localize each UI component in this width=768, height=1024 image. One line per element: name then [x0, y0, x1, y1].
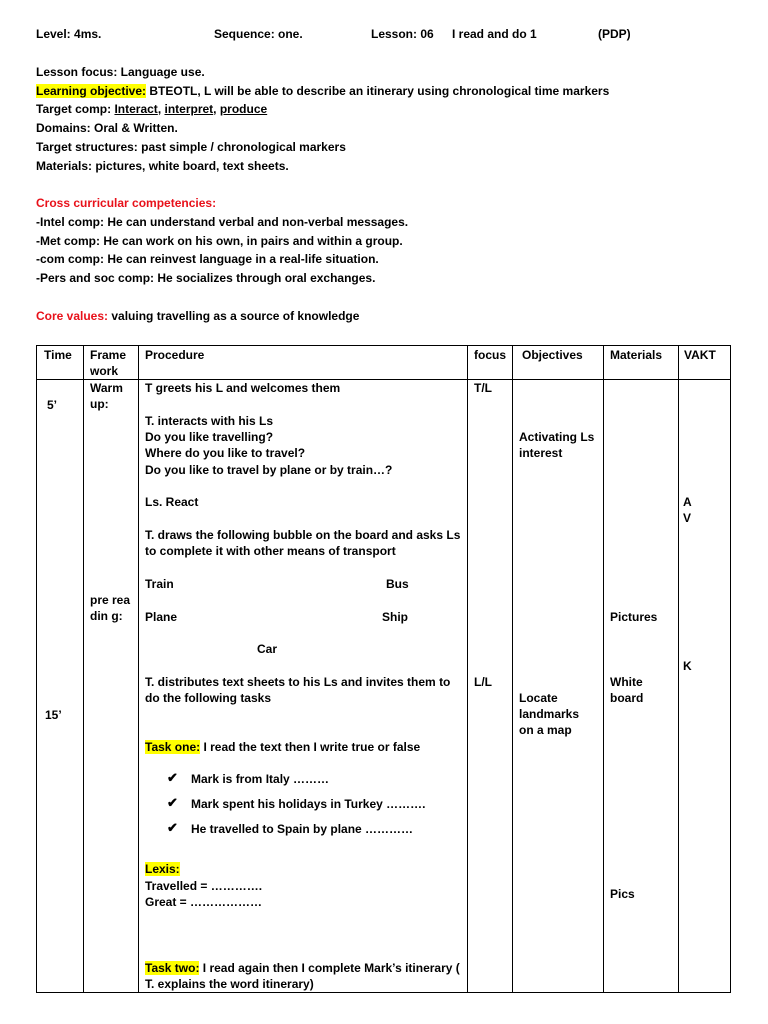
material-cell: White board: [610, 675, 644, 705]
target-structures-text: Target structures: past simple / chronological markers: [36, 140, 346, 154]
table-divider: [83, 346, 84, 992]
target-comp-produce: produce: [219, 102, 268, 116]
core-values-text: valuing travelling as a source of knowledge: [108, 309, 360, 323]
lesson-number-text: Lesson: 06: [371, 27, 434, 41]
lesson-title-text: I read and do 1: [452, 27, 537, 41]
learning-objective-line: [36, 83, 609, 99]
table-divider: [467, 346, 468, 992]
true-false-statement: Mark spent his holidays in Turkey ……….: [191, 797, 426, 811]
pdp-text: (PDP): [598, 27, 631, 41]
lexis-item: Great = ………………: [145, 895, 263, 909]
procedure-question: Where do you like to travel?: [145, 446, 306, 460]
procedure-greet: T greets his L and welcomes them: [145, 381, 341, 395]
table-divider: [678, 346, 679, 992]
core-values-label: Core values:: [36, 309, 109, 323]
transport-ship: Ship: [382, 610, 408, 624]
target-comp-interact: Interact: [114, 102, 158, 116]
procedure-question: Do you like to travel by plane or by train…?: [145, 463, 393, 477]
procedure-table: [36, 345, 731, 993]
vakt-cell: K: [683, 659, 692, 673]
target-comp-line: Target comp: Interact, interpret, produce: [36, 102, 268, 116]
procedure-interacts: T. interacts with his Ls: [145, 414, 274, 428]
time-cell: 5’: [47, 398, 58, 412]
material-cell: Pictures: [610, 610, 658, 624]
lesson-focus-text: Lesson focus: Language use.: [36, 65, 205, 79]
task-two-line: [145, 960, 463, 992]
transport-bus: Bus: [386, 577, 409, 591]
task-two-label: Task two:: [145, 961, 200, 975]
cross-curricular-item: -Pers and soc comp: He socializes through oral exchanges.: [36, 271, 376, 285]
sequence-text: Sequence: one.: [214, 27, 303, 41]
task-one-label: Task one:: [145, 740, 201, 754]
header-procedure: Procedure: [145, 348, 205, 362]
target-comp-label: Target comp:: [36, 102, 115, 116]
domains-text: Domains: Oral & Written.: [36, 121, 178, 135]
checkmark-icon: ✔: [167, 795, 178, 810]
level-text: Level: 4ms.: [36, 27, 102, 41]
objective-cell: Locate landmarks on a map: [519, 691, 580, 737]
transport-plane: Plane: [145, 610, 178, 624]
procedure-distribute: T. distributes text sheets to his Ls and invites them to do the following tasks: [145, 675, 451, 705]
header-materials: Materials: [610, 348, 663, 362]
focus-cell: L/L: [474, 675, 492, 689]
procedure-react: Ls. React: [145, 495, 199, 509]
true-false-statement: He travelled to Spain by plane …………: [191, 822, 414, 836]
header-focus: focus: [474, 348, 507, 362]
framework-warmup: Warm up:: [90, 381, 123, 411]
transport-car: Car: [257, 642, 278, 656]
header-objectives: Objectives: [522, 348, 583, 362]
core-values-line: [36, 308, 359, 324]
table-divider: [603, 346, 604, 992]
objective-cell: Activating Ls interest: [519, 430, 595, 460]
cross-curricular-item: -Intel comp: He can understand verbal and non-verbal messages.: [36, 215, 409, 229]
lexis-label-text: Lexis:: [145, 862, 180, 876]
transport-train: Train: [145, 577, 174, 591]
task-two-text: I read again then I complete Mark’s itinerary ( T. explains the word itinerary): [145, 961, 460, 991]
header-vakt: VAKT: [684, 348, 716, 362]
table-divider: [37, 379, 730, 380]
true-false-statement: Mark is from Italy ………: [191, 772, 330, 786]
header-time: Time: [44, 348, 72, 362]
task-one-line: [145, 739, 420, 755]
vakt-cell: V: [683, 511, 692, 525]
table-divider: [138, 346, 139, 992]
learning-objective-label: Learning objective:: [36, 84, 147, 98]
table-divider: [512, 346, 513, 992]
time-cell: 15’: [45, 708, 62, 722]
focus-cell: T/L: [474, 381, 492, 395]
procedure-question: Do you like travelling?: [145, 430, 274, 444]
learning-objective-text: BTEOTL, L will be able to describe an itinerary using chronological time markers: [146, 84, 610, 98]
framework-prereading: pre readin g:: [90, 593, 131, 623]
cross-curricular-item: -Met comp: He can work on his own, in pairs and within a group.: [36, 234, 403, 248]
cross-curricular-heading: Cross curricular competencies:: [36, 196, 217, 210]
checkmark-icon: ✔: [167, 770, 178, 785]
checkmark-icon: ✔: [167, 820, 178, 835]
lexis-label: [145, 861, 180, 877]
target-comp-interpret: interpret: [164, 102, 214, 116]
cross-curricular-item: -com comp: He can reinvest language in a real-life situation.: [36, 252, 379, 266]
header-framework: Frame work: [90, 348, 127, 378]
procedure-bubble: T. draws the following bubble on the board and asks Ls to complete it with other means of transport: [145, 528, 461, 558]
lexis-item: Travelled = ………….: [145, 879, 263, 893]
task-one-text: I read the text then I write true or false: [200, 740, 421, 754]
materials-text: Materials: pictures, white board, text sheets.: [36, 159, 289, 173]
vakt-cell: A: [683, 495, 692, 509]
material-cell: Pics: [610, 887, 635, 901]
